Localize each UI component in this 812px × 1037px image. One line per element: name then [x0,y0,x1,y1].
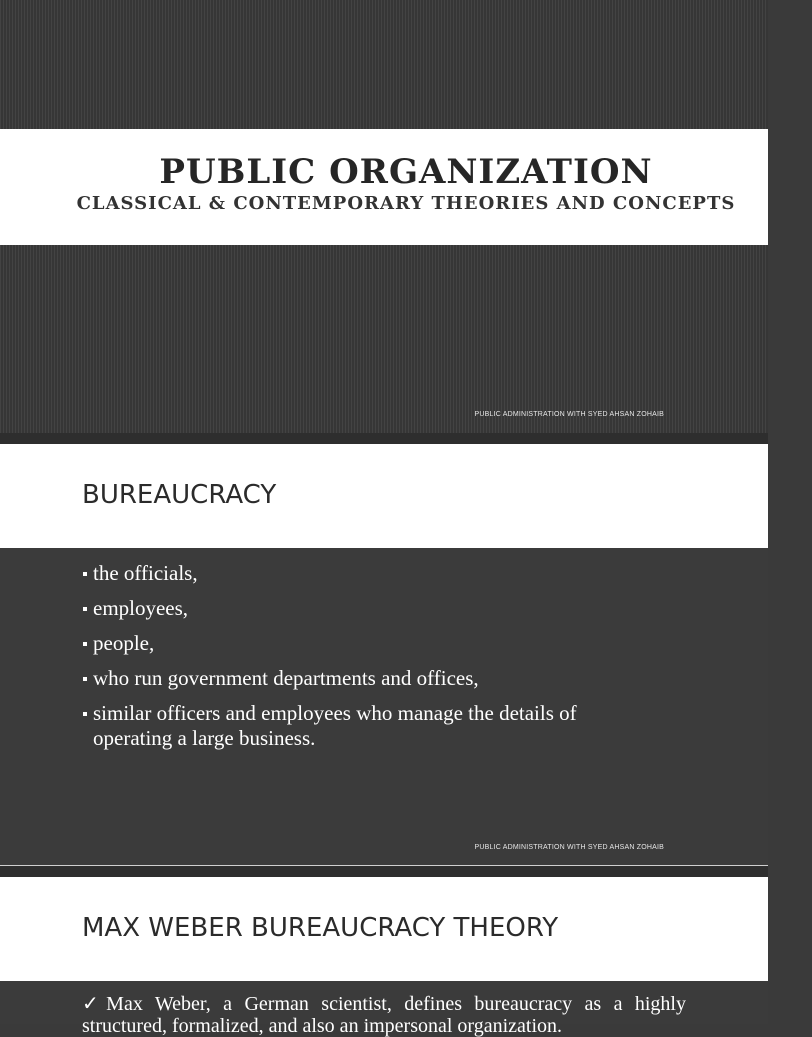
slide-heading: BUREAUCRACY [82,480,277,510]
slide-separator [0,433,768,444]
slide-separator [0,865,768,877]
bullet-text: who run government departments and offices, [93,666,479,690]
slide-footer: PUBLIC ADMINISTRATION WITH SYED AHSAN ZOHAIB [474,411,664,418]
slide-bureaucracy [0,444,768,865]
bullet-item [82,631,652,656]
slide-heading: MAX WEBER BUREAUCRACY THEORY [82,913,559,943]
slide-subtitle-text: CLASSICAL & CONTEMPORARY THEORIES AND CONCEPTS [76,193,736,214]
bullet-icon [83,607,87,611]
bullet-item [82,561,652,586]
bullet-text: similar officers and employees who manage the details of operating a large business. [93,701,577,750]
bullet-icon [83,677,87,681]
bullet-list [82,561,652,761]
slide-footer: PUBLIC ADMINISTRATION WITH SYED AHSAN ZOHAIB [474,844,664,851]
slide-paragraph: ✓Max Weber, a German scientist, defines bureaucracy as a highly structured, formalized, and also an impersonal organization. [82,993,686,1037]
bullet-item [82,701,652,751]
slide-title-text: PUBLIC ORGANIZATION [159,152,653,192]
slide-title [0,0,768,433]
bullet-icon [83,712,87,716]
slide-max-weber [0,877,768,1037]
bullet-item [82,666,652,691]
bullet-icon [83,572,87,576]
bullet-icon [83,642,87,646]
bullet-text: people, [93,631,155,655]
bullet-item [82,596,652,621]
bullet-text: the officials, [93,561,198,585]
bullet-text: employees, [93,596,189,620]
